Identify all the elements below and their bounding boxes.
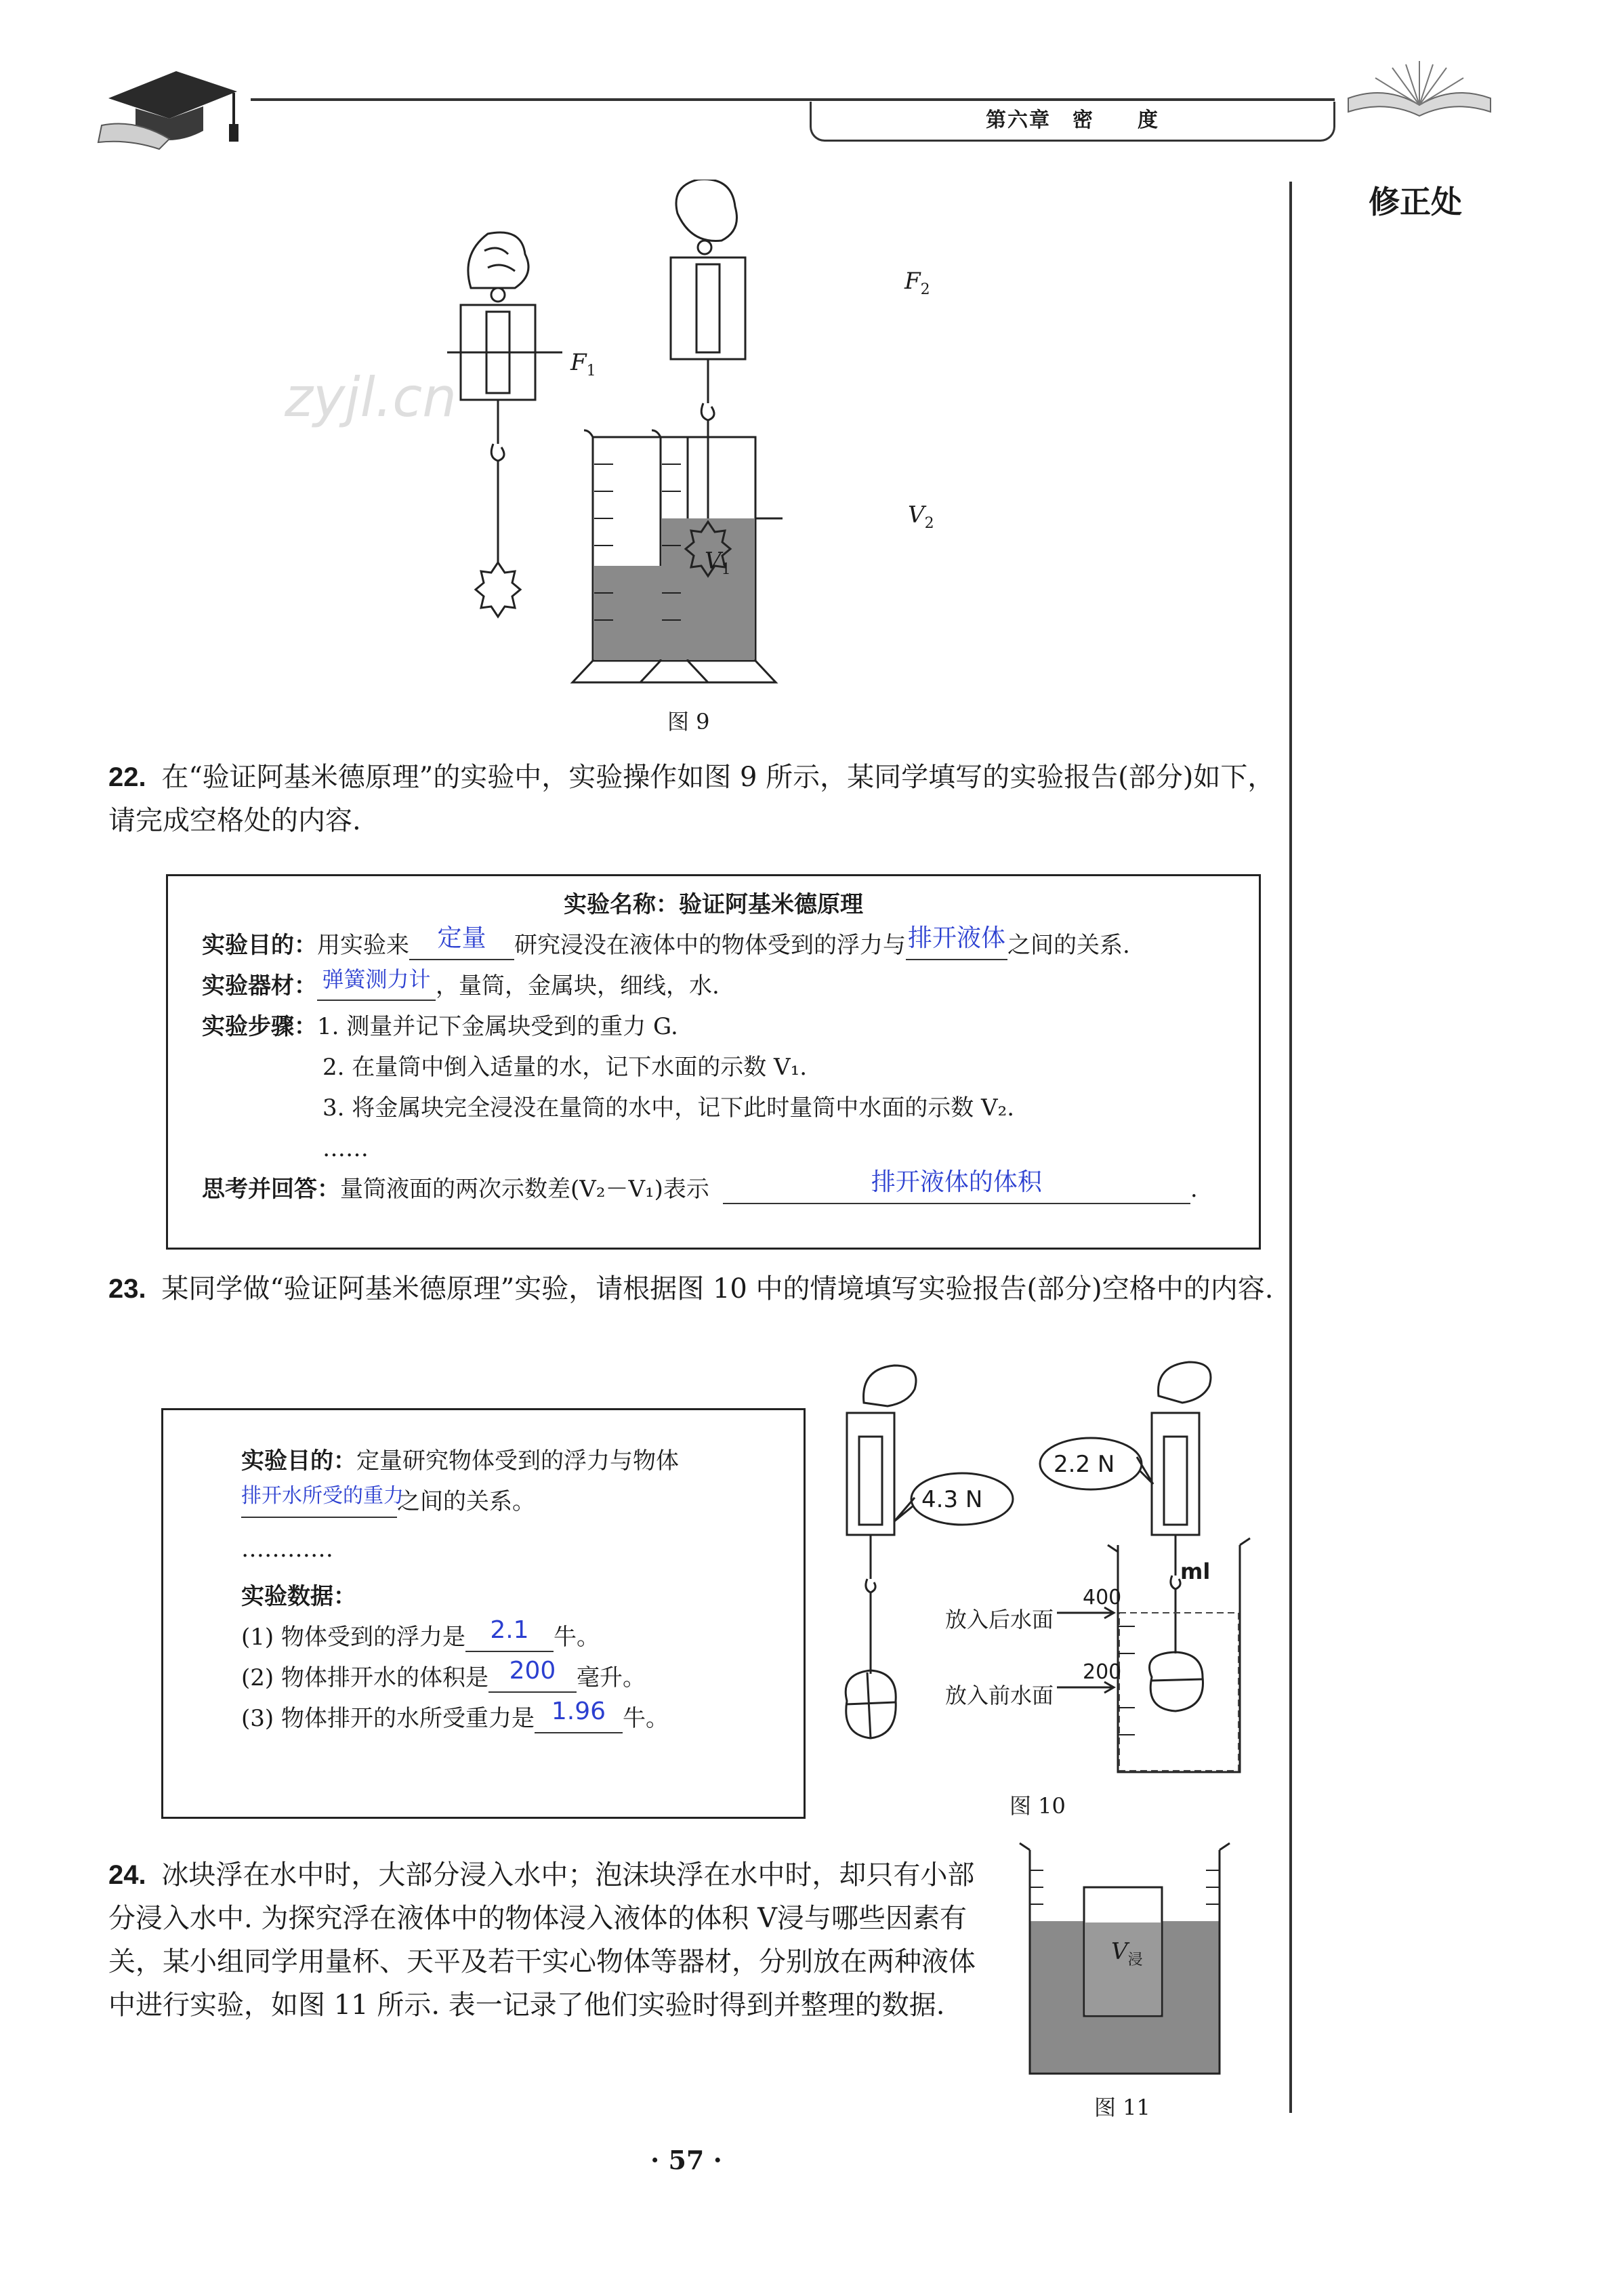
question-24-text: 冰块浮在水中时，大部分浸入水中；泡沫块浮在水中时，却只有小部分浸入水中. 为探究浮在液体中的物体浸入液体的体积 V浸与哪些因素有关，某小组同学用量杯、天平及若干实心物体等器材，分别放在两种液体中进行实验，如图 11 所示. 表一记录了他们实验时得到并整理的数据. [108,1859,976,2021]
fig9-label-v2: $V_2$ [908,501,934,532]
fig9-caption: 图 9 [667,709,710,735]
fig10-label-before: 放入前水面 [945,1683,1054,1708]
fig9-label-f1: $F_1$ [570,349,596,379]
margin-title: 修正处 [1369,184,1462,220]
q23-blank-volume[interactable]: 200 [488,1664,577,1693]
chapter-label: 第六章 密 度 [986,108,1159,132]
q23-data2: (2) 物体排开水的体积是 200 毫升。 [241,1657,646,1691]
fig10-label-after: 放入后水面 [945,1607,1054,1632]
q22-step2-row: 2. 在量筒中倒入适量的水，记下水面的示数 V₁. [322,1054,808,1081]
fig11-caption: 图 11 [1094,2095,1150,2120]
q23-data3: (3) 物体排开的水所受重力是 1.96 牛。 [241,1698,669,1732]
question-22-number: 22. [108,762,146,792]
watermark: zyjl.cn [285,366,457,429]
q23-blank-weight[interactable]: 1.96 [535,1705,623,1733]
q22-report-box [166,874,1261,1250]
q22-blank-quantitative[interactable]: 定量 [409,932,514,960]
fig9-label-v1: $V_1$ [705,548,731,578]
q23-data1: (1) 物体受到的浮力是 2.1 牛。 [241,1616,600,1651]
fig10-mark-200: 200 [1083,1660,1122,1684]
q22-report-title: 实验名称：验证阿基米德原理 [564,891,863,918]
question-23 [108,1267,1277,1311]
q23-data-label: 实验数据： [241,1583,356,1610]
header-book-icon [1345,58,1494,119]
fig9-label-f2: $F_2$ [904,268,930,298]
q23-purpose-row: 实验目的：定量研究物体受到的浮力与物体 [241,1447,679,1475]
question-24 [108,1853,976,2027]
question-23-text: 某同学做“验证阿基米德原理”实验，请根据图 10 中的情境填写实验报告(部分)空格中的内容. [161,1273,1274,1304]
margin-divider [1289,182,1292,2113]
fig10-bubble-4.3N: 4.3 N [921,1486,983,1513]
q23-report-box [161,1408,806,1819]
q22-step1-row: 实验步骤：1. 测量并记下金属块受到的重力 G. [202,1013,678,1040]
q22-purpose-row: 实验目的：用实验来 定量 研究浸没在液体中的物体受到的浮力与排开液体之间的关系. [202,924,1130,959]
figure-9 [407,180,982,695]
q22-think-row: 思考并回答：量筒液面的两次示数差(V₂－V₁)表示 排开液体的体积 . [202,1168,1198,1203]
fig10-unit-ml: ml [1180,1559,1211,1584]
q23-blank-purpose[interactable]: 排开水所受的重力 [241,1488,397,1518]
q23-dots: ………… [241,1536,333,1563]
q22-ellipsis: …… [322,1135,369,1162]
q22-equipment-row: 实验器材： 弹簧测力计 ，量筒，金属块，细线，水. [202,966,720,1000]
q23-blank-buoyancy[interactable]: 2.1 [465,1624,554,1652]
q22-blank-equipment[interactable]: 弹簧测力计 [317,972,436,1001]
q22-blank-think[interactable]: 排开液体的体积 [723,1176,1190,1204]
question-23-number: 23. [108,1274,146,1304]
fig10-mark-400: 400 [1083,1586,1122,1609]
q22-blank-displaced[interactable]: 排开液体 [906,932,1007,960]
fig10-caption: 图 10 [1009,1793,1066,1819]
header-graduation-cap-icon [95,51,251,152]
q22-step3-row: 3. 将金属块完全浸没在量筒的水中，记下此时量筒中水面的示数 V₂. [322,1094,1015,1122]
header-rule [251,98,1335,101]
page-number: · 57 · [650,2145,722,2175]
question-22-text: 在“验证阿基米德原理”的实验中，实验操作如图 9 所示，某同学填写的实验报告(部分)如下，请完成空格处的内容. [108,762,1275,836]
fig10-bubble-2.2N: 2.2 N [1054,1451,1115,1478]
fig11-label-v: $V_浸$ [1111,1938,1143,1969]
question-24-number: 24. [108,1860,146,1890]
q23-purpose-row2: 排开水所受的重力之间的关系。 [163,1481,804,1522]
question-22 [108,756,1277,842]
header-chapter-tab [810,102,1335,142]
